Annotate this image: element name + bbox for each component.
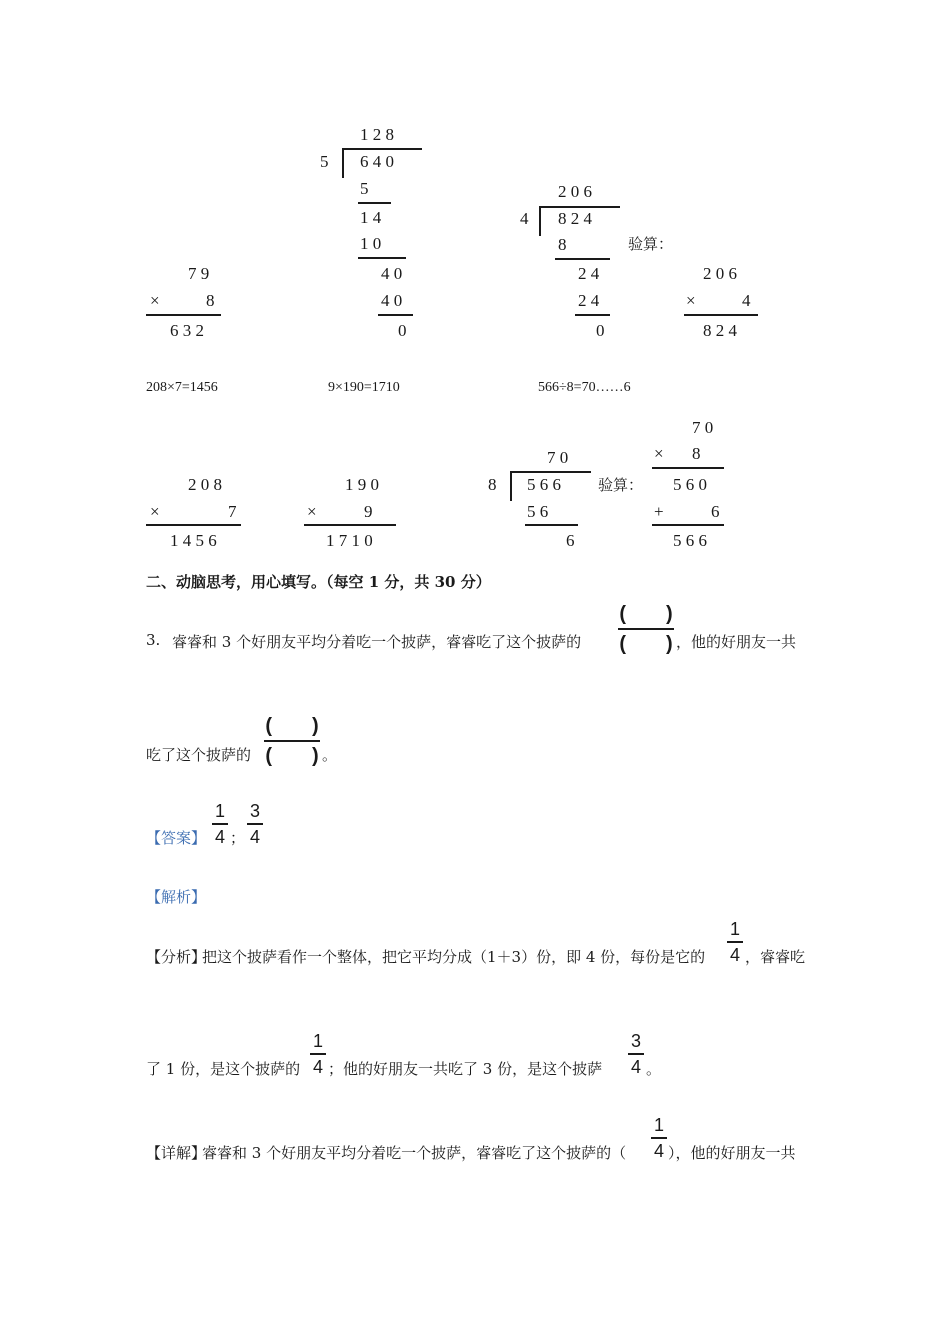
step-2: 1 4 bbox=[360, 208, 382, 227]
analysis-p3-label: 【详解】 bbox=[146, 1144, 207, 1162]
divisor: 8 bbox=[488, 475, 497, 494]
step-4: 0 bbox=[596, 321, 605, 340]
division-bracket bbox=[342, 148, 344, 178]
check-mul-operator: × bbox=[654, 444, 664, 463]
fraction-bar bbox=[247, 823, 263, 825]
divisor: 5 bbox=[320, 152, 329, 171]
quotient: 7 0 bbox=[547, 448, 569, 467]
fraction-bar bbox=[618, 628, 674, 630]
dividend: 6 4 0 bbox=[360, 152, 394, 171]
check-addend: 6 bbox=[711, 502, 720, 521]
fraction-blank-1 bbox=[618, 602, 674, 656]
division-bracket bbox=[510, 471, 512, 501]
division-bar bbox=[511, 471, 591, 473]
rule bbox=[146, 314, 221, 316]
quotient: 2 0 6 bbox=[558, 182, 592, 201]
denominator: 4 bbox=[729, 944, 740, 965]
mul-result: 1 7 1 0 bbox=[326, 531, 373, 550]
analysis-p1-tail: ，睿睿吃 bbox=[745, 948, 806, 966]
blank-numerator: ( ) bbox=[265, 715, 319, 737]
step-2: 2 4 bbox=[578, 264, 600, 283]
rule bbox=[525, 524, 578, 526]
blank-denominator: ( ) bbox=[265, 745, 319, 767]
check-mid: 5 6 0 bbox=[673, 475, 707, 494]
step-2: 6 bbox=[566, 531, 575, 550]
numerator: 3 bbox=[630, 1031, 641, 1051]
mul-result: 1 4 5 6 bbox=[170, 531, 217, 550]
mul-top: 2 0 8 bbox=[188, 475, 222, 494]
analysis-p2-fraction-1 bbox=[310, 1030, 326, 1078]
numerator: 1 bbox=[214, 801, 225, 821]
analysis-p2-fraction-2 bbox=[628, 1030, 644, 1078]
blank-denominator: ( ) bbox=[619, 633, 673, 655]
question-text-4: 。 bbox=[322, 746, 338, 764]
analysis-p1-fraction bbox=[727, 918, 743, 966]
rule bbox=[146, 524, 241, 526]
step-5: 4 0 bbox=[381, 291, 403, 310]
rule bbox=[684, 314, 758, 316]
denominator: 4 bbox=[214, 826, 225, 847]
quotient: 1 2 8 bbox=[360, 125, 394, 144]
denominator: 4 bbox=[312, 1056, 323, 1077]
answer-label: 【答案】 bbox=[146, 829, 207, 847]
dividend: 8 2 4 bbox=[558, 209, 592, 228]
denominator: 4 bbox=[249, 826, 260, 847]
fraction-bar bbox=[727, 941, 743, 943]
question-number: 3. bbox=[146, 631, 161, 649]
equation-2: 9×190=1710 bbox=[328, 380, 400, 395]
division-bracket bbox=[539, 206, 541, 236]
mul-multiplier: 7 bbox=[228, 502, 237, 521]
blank-numerator: ( ) bbox=[619, 603, 673, 625]
analysis-p3-text: 睿睿和 3 个好朋友平均分着吃一个披萨，睿睿吃了这个披萨的（ bbox=[202, 1144, 627, 1162]
check-multiplier: 4 bbox=[742, 291, 751, 310]
analysis-p1-text: 把这个披萨看作一个整体，把它平均分成（1＋3）份，即 4 份，每份是它的 bbox=[202, 948, 706, 966]
analysis-label: 【解析】 bbox=[146, 888, 207, 906]
rule bbox=[652, 524, 724, 526]
numerator: 1 bbox=[312, 1031, 323, 1051]
section-heading: 二、动脑思考，用心填写。（每空 1 分，共 30 分） bbox=[146, 573, 491, 591]
fraction-bar bbox=[264, 740, 320, 742]
analysis-p3-fraction bbox=[651, 1114, 667, 1162]
fraction-bar bbox=[212, 823, 228, 825]
analysis-p2-b: ；他的好朋友一共吃了 3 份，是这个披萨 bbox=[328, 1060, 603, 1078]
step-4: 4 0 bbox=[381, 264, 403, 283]
mul-operator: × bbox=[307, 502, 317, 521]
mul-top: 7 9 bbox=[188, 264, 210, 283]
question-text-3: 吃了这个披萨的 bbox=[146, 746, 252, 764]
mul-multiplier: 8 bbox=[206, 291, 215, 310]
mul-operator: × bbox=[150, 291, 160, 310]
check-label: 验算： bbox=[598, 476, 644, 494]
division-bar bbox=[540, 206, 620, 208]
check-top: 7 0 bbox=[692, 418, 714, 437]
equation-1: 208×7=1456 bbox=[146, 380, 218, 395]
step-6: 0 bbox=[398, 321, 407, 340]
rule bbox=[358, 202, 391, 204]
step-1: 8 bbox=[558, 235, 567, 254]
rule bbox=[575, 314, 610, 316]
rule bbox=[358, 257, 406, 259]
step-1: 5 6 bbox=[527, 502, 549, 521]
check-add-operator: + bbox=[654, 502, 664, 521]
check-top: 2 0 6 bbox=[703, 264, 737, 283]
mul-operator: × bbox=[150, 502, 160, 521]
check-label: 验算： bbox=[628, 235, 674, 253]
analysis-p2-a: 了 1 份，是这个披萨的 bbox=[146, 1060, 301, 1078]
rule bbox=[652, 467, 724, 469]
divisor: 4 bbox=[520, 209, 529, 228]
step-3: 2 4 bbox=[578, 291, 600, 310]
answer-fraction-2 bbox=[247, 800, 263, 848]
rule bbox=[304, 524, 396, 526]
check-multiplier: 8 bbox=[692, 444, 701, 463]
answer-fraction-1 bbox=[212, 800, 228, 848]
dividend: 5 6 6 bbox=[527, 475, 561, 494]
analysis-p1-label: 【分析】 bbox=[146, 948, 207, 966]
numerator: 1 bbox=[653, 1115, 664, 1135]
step-3: 1 0 bbox=[360, 234, 382, 253]
question-text-2: ，他的好朋友一共 bbox=[676, 633, 797, 651]
rule bbox=[555, 258, 610, 260]
fraction-bar bbox=[628, 1053, 644, 1055]
analysis-p3-tail: ），他的好朋友一共 bbox=[668, 1144, 796, 1162]
mul-multiplier: 9 bbox=[364, 502, 373, 521]
fraction-blank-2 bbox=[264, 714, 320, 768]
numerator: 3 bbox=[249, 801, 260, 821]
question-text-1: 睿睿和 3 个好朋友平均分着吃一个披萨，睿睿吃了这个披萨的 bbox=[172, 633, 582, 651]
fraction-bar bbox=[310, 1053, 326, 1055]
division-bar bbox=[343, 148, 422, 150]
check-operator: × bbox=[686, 291, 696, 310]
mul-result: 6 3 2 bbox=[170, 321, 204, 340]
denominator: 4 bbox=[630, 1056, 641, 1077]
step-1: 5 bbox=[360, 179, 369, 198]
equation-3: 566÷8=70……6 bbox=[538, 380, 631, 395]
mul-top: 1 9 0 bbox=[345, 475, 379, 494]
check-result: 5 6 6 bbox=[673, 531, 707, 550]
denominator: 4 bbox=[653, 1140, 664, 1161]
rule bbox=[378, 314, 413, 316]
answer-separator: ； bbox=[230, 829, 246, 847]
check-result: 8 2 4 bbox=[703, 321, 737, 340]
fraction-bar bbox=[651, 1137, 667, 1139]
numerator: 1 bbox=[729, 919, 740, 939]
analysis-p2-c: 。 bbox=[646, 1060, 662, 1078]
